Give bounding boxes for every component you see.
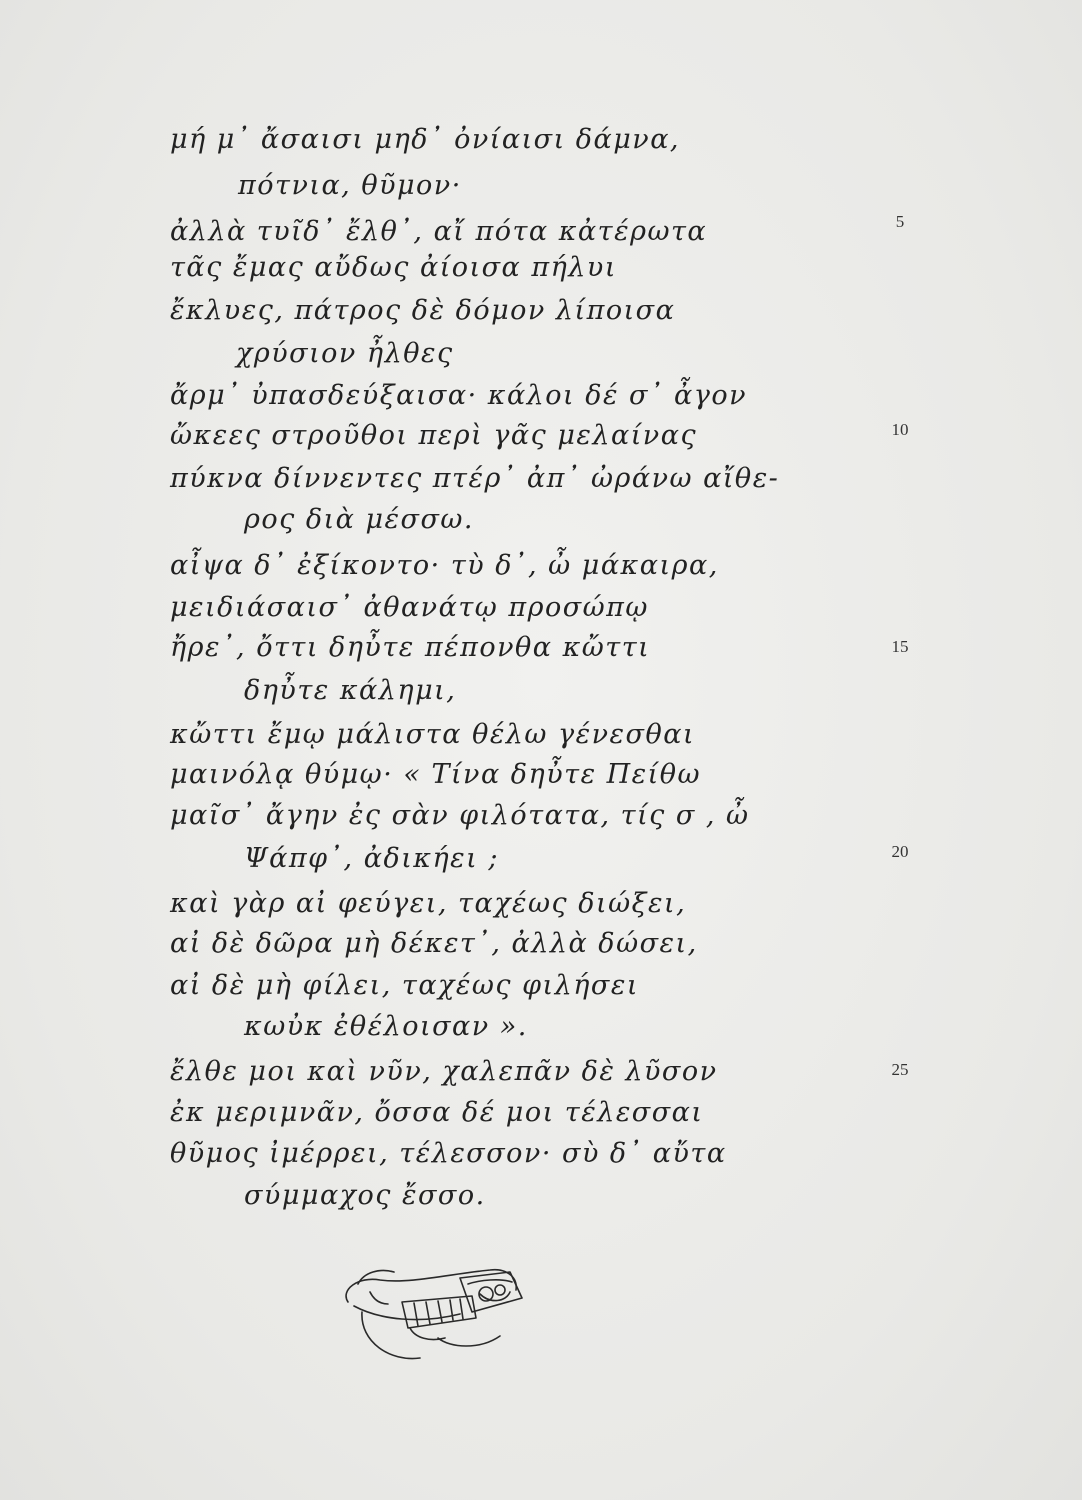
poem-line: μαινόλᾳ θύμῳ· « Τίνα δηὖτε Πείθω [170,759,702,790]
line-number: 25 [891,1060,909,1079]
poem-line: δηὖτε κάλημι, [244,675,457,706]
poem-line: ἔκλυες, πάτρος δὲ δόμον λίποισα [170,295,676,326]
poem-line: αἰ δὲ δῶρα μὴ δέκετ᾽, ἀλλὰ δώσει, [170,928,698,959]
poem-line: σύμμαχος ἔσσο. [244,1180,486,1211]
poem-line: πότνια, θῦμον· [238,170,462,201]
poem-line: ἐκ μεριμνᾶν, ὄσσα δέ μοι τέλεσσαι [170,1097,704,1128]
poem-line: ἤρε᾽, ὄττι δηὖτε πέπονθα κὤττι [170,632,651,663]
poem-line: μειδιάσαισ᾽ ἀθανάτῳ προσώπῳ [170,592,649,623]
line-number: 10 [891,420,909,439]
poem-line: χρύσιον ἦλθες [236,338,454,369]
poem-line: Ψάπφ᾽, ἀδικήει ; [244,843,499,874]
poem-line: καὶ γὰρ αἰ φεύγει, ταχέως διώξει, [170,888,687,919]
poem-line: ἔλθε μοι καὶ νῦν, χαλεπᾶν δὲ λῦσον [170,1056,718,1087]
lyre-ornament-icon [340,1262,530,1372]
poem-line: ρος διὰ μέσσω. [244,504,474,535]
poem-line: πύκνα δίννεντες πτέρ᾽ ἀπ᾽ ὠράνω αἴθε- [170,463,780,494]
line-number: 5 [895,212,905,231]
poem-line: κὤττι ἔμῳ μάλιστα θέλω γένεσθαι [170,719,696,750]
poem-line: αἶψα δ᾽ ἐξίκοντο· τὺ δ᾽, ὦ μάκαιρα, [170,550,719,581]
poem-line: μαῖσ᾽ ἄγην ἐς σὰν φιλότατα, τίς σ , ὦ [170,800,750,831]
line-number: 15 [891,637,909,656]
poem-line: ἀλλὰ τυῖδ᾽ ἔλθ᾽, αἴ πότα κἀτέρωτα [170,216,708,247]
line-number: 20 [891,842,909,861]
poem-line: ἄρμ᾽ ὐπασδεύξαισα· κάλοι δέ σ᾽ ἆγον [170,380,748,411]
poem-line: αἰ δὲ μὴ φίλει, ταχέως φιλήσει [170,970,639,1001]
poem-line: ὤκεες στροῦθοι περὶ γᾶς μελαίνας [170,420,698,451]
poem-line: μή μ᾽ ἄσαισι μηδ᾽ ὀνίαισι δάμνα, [170,124,681,155]
poem-line: θῦμος ἰμέρρει, τέλεσσον· σὺ δ᾽ αὔτα [170,1138,727,1169]
poem-line: κωὐκ ἐθέλοισαν ». [244,1011,528,1042]
poem-line: τᾶς ἔμας αὔδως ἀίοισα πήλυι [170,252,617,283]
